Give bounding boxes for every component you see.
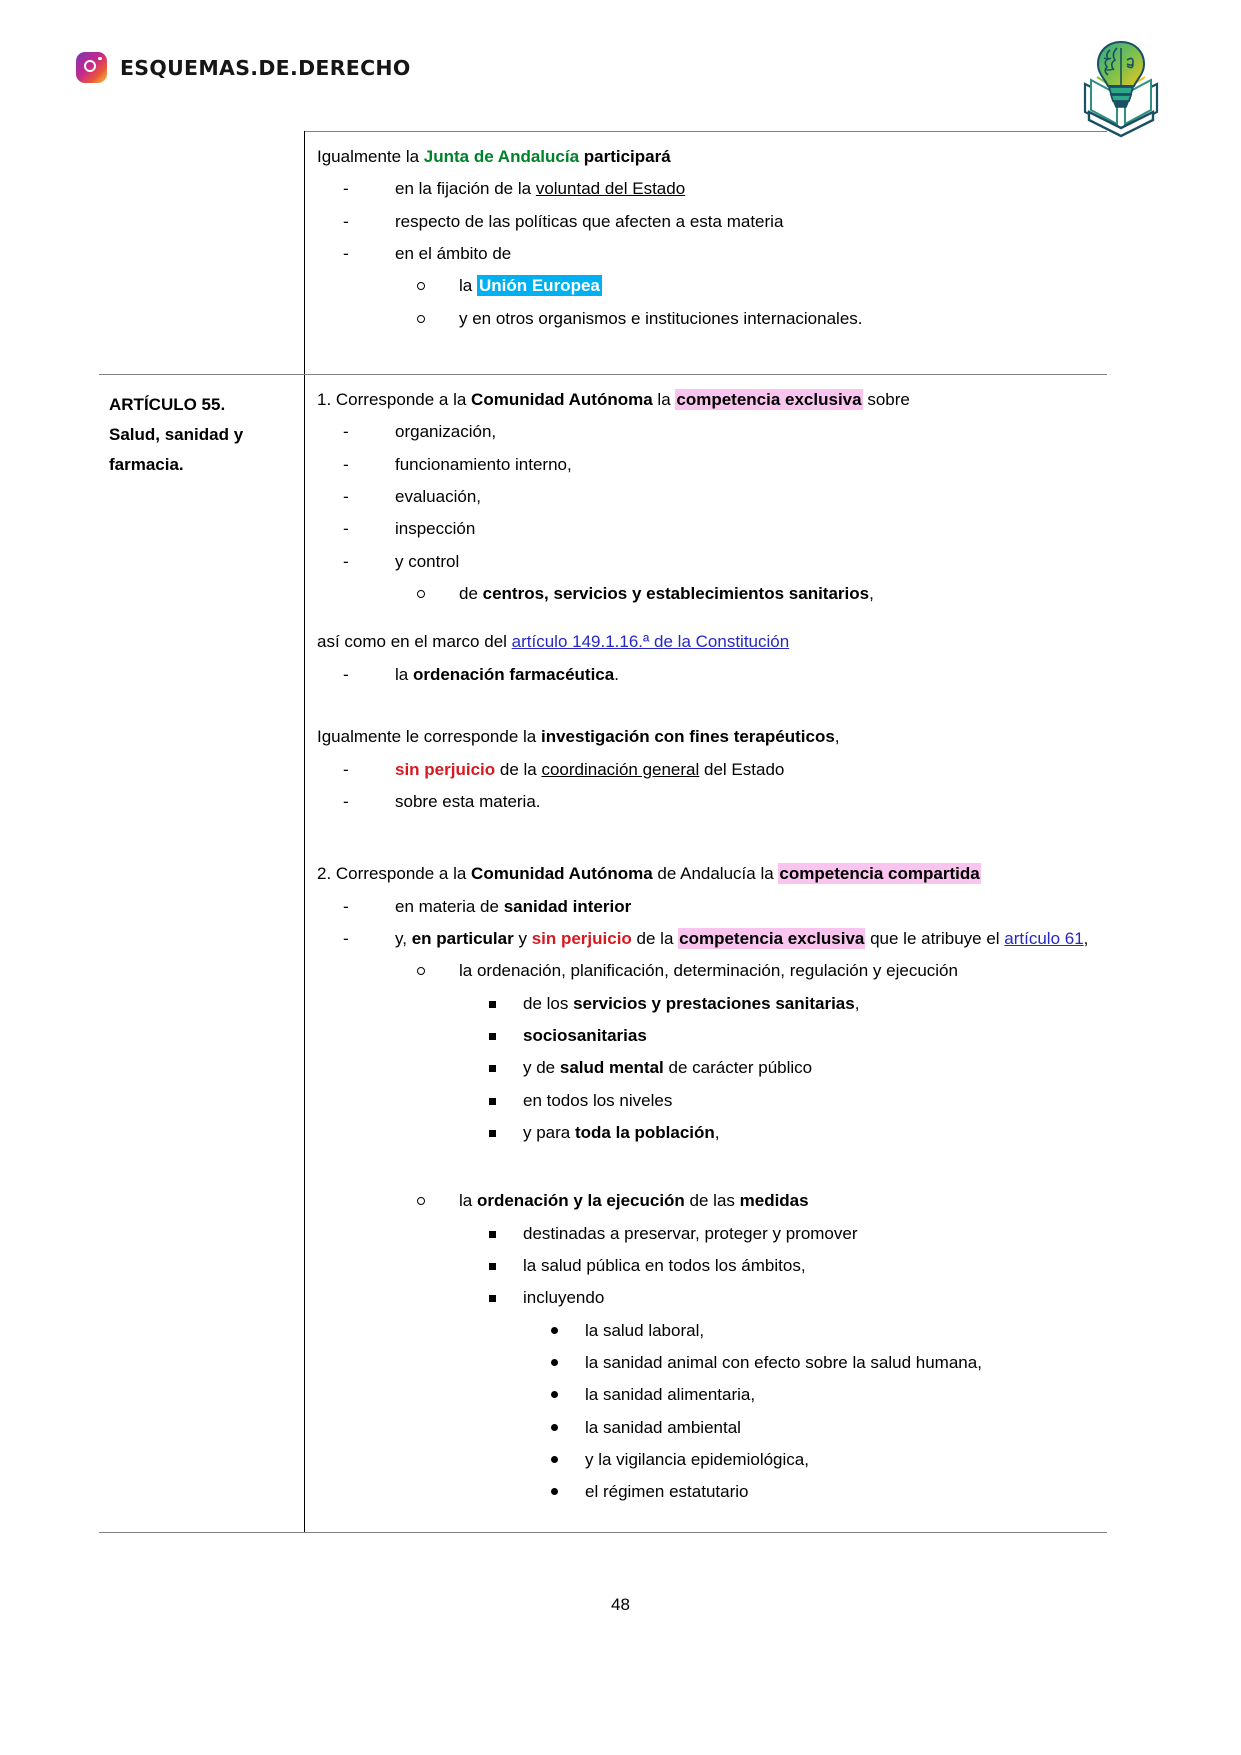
constitution-reference-paragraph bbox=[317, 629, 1095, 655]
dash-2-c: y bbox=[513, 928, 532, 948]
constitution-ref-pre: así como en el marco del bbox=[317, 632, 512, 652]
list-item bbox=[317, 789, 1095, 815]
article-title-line1: Salud, sanidad y bbox=[109, 424, 244, 444]
list-item: - y control bbox=[317, 549, 1095, 575]
circle-post: , bbox=[869, 584, 874, 604]
list-item: la ordenación, planificación, determinación, regulación y ejecución bbox=[317, 958, 1095, 984]
clause-1-e: sobre bbox=[862, 390, 910, 410]
row-label-cell bbox=[99, 375, 305, 1533]
coordinacion-general-underline: coordinación general bbox=[541, 759, 700, 779]
dash-mid: sobre esta materia. bbox=[395, 791, 541, 811]
dash-post: del Estado bbox=[699, 759, 785, 779]
list-item bbox=[317, 926, 1095, 952]
group-2-circle-list bbox=[317, 1188, 1095, 1214]
square-pre: en todos los niveles bbox=[523, 1090, 673, 1110]
dash-mid: de la bbox=[495, 759, 542, 779]
article-number: ARTÍCULO 55. bbox=[109, 395, 226, 415]
circle-pre: de bbox=[459, 584, 483, 604]
list-item: y la vigilancia epidemiológica, bbox=[317, 1447, 1095, 1473]
group-2-square-list bbox=[317, 1221, 1095, 1312]
spacer bbox=[317, 1152, 1095, 1182]
square-pre: y para bbox=[523, 1122, 575, 1142]
intro-post: participará bbox=[579, 147, 671, 166]
list-item: la salud pública en todos los ámbitos, bbox=[317, 1253, 1095, 1279]
dash-2-a: y, bbox=[395, 928, 412, 948]
centros-servicios-bold: centros, servicios y establecimientos sanitarios bbox=[482, 584, 870, 604]
group-2-dot-list bbox=[317, 1318, 1095, 1506]
spacer bbox=[317, 694, 1095, 724]
square-bold: servicios y prestaciones sanitarias bbox=[573, 993, 855, 1013]
list-item: la sanidad animal con efecto sobre la salud humana, bbox=[317, 1350, 1095, 1376]
comunidad-autonoma-bold: Comunidad Autónoma bbox=[471, 390, 653, 410]
list-item: la sanidad alimentaria, bbox=[317, 1382, 1095, 1408]
page-header bbox=[0, 34, 1241, 130]
group-2-heading-pre: la bbox=[459, 1191, 477, 1211]
intro-dash-list bbox=[317, 176, 1095, 267]
dash-post: . bbox=[614, 664, 619, 684]
ordenacion-farmaceutica-list bbox=[317, 662, 1095, 688]
dash-2-g: que le atribuye el bbox=[865, 928, 1005, 948]
page-number: 48 bbox=[611, 1595, 630, 1614]
clause-2-c: de Andalucía la bbox=[652, 864, 779, 884]
list-item: - organización, bbox=[317, 419, 1095, 445]
medidas-bold: medidas bbox=[739, 1191, 809, 1211]
union-europea-highlight: Unión Europea bbox=[478, 276, 600, 296]
row-body-cell bbox=[305, 132, 1108, 375]
articulo-61-link[interactable]: artículo 61 bbox=[1004, 928, 1084, 948]
group-1-square-list bbox=[317, 991, 1095, 1147]
square-bold: salud mental bbox=[559, 1058, 664, 1078]
articles-table bbox=[99, 131, 1107, 1533]
dash-underline: voluntad del Estado bbox=[535, 179, 686, 199]
list-item bbox=[317, 581, 1095, 607]
spacer bbox=[317, 821, 1095, 861]
row-bottom-spacer bbox=[317, 338, 1095, 354]
competencia-exclusiva-highlight: competencia exclusiva bbox=[676, 390, 862, 410]
table-row bbox=[99, 375, 1107, 1533]
list-item: incluyendo bbox=[317, 1285, 1095, 1311]
row-label-cell-empty bbox=[99, 132, 305, 375]
list-item bbox=[317, 306, 1095, 332]
list-item bbox=[317, 273, 1095, 299]
list-item bbox=[317, 662, 1095, 688]
group-2-heading-mid: de las bbox=[684, 1191, 740, 1211]
intro-paragraph bbox=[317, 144, 1095, 170]
sin-perjuicio-emphasis: sin perjuicio bbox=[395, 759, 496, 779]
table-row bbox=[99, 132, 1107, 375]
square-post: , bbox=[714, 1122, 720, 1142]
dash-pre: la bbox=[395, 664, 413, 684]
list-item: - evaluación, bbox=[317, 484, 1095, 510]
square-post: , bbox=[854, 993, 860, 1013]
investigacion-post: , bbox=[834, 727, 840, 747]
clause-1-a: 1. Corresponde a la bbox=[317, 390, 472, 410]
list-item bbox=[317, 241, 1095, 267]
list-item bbox=[317, 1023, 1095, 1049]
article-heading bbox=[109, 390, 290, 479]
brand-name: ESQUEMAS.DE.DERECHO bbox=[120, 55, 411, 80]
clause-1-dash-list bbox=[317, 419, 1095, 575]
list-item: la sanidad ambiental bbox=[317, 1415, 1095, 1441]
list-item bbox=[317, 209, 1095, 235]
brand-block bbox=[76, 52, 411, 83]
list-item bbox=[317, 757, 1095, 783]
square-post: de carácter público bbox=[663, 1058, 813, 1078]
intro-pre: Igualmente la bbox=[317, 147, 424, 166]
en-particular-bold: en particular bbox=[411, 928, 514, 948]
list-item bbox=[317, 1088, 1095, 1114]
list-item bbox=[317, 1055, 1095, 1081]
investigacion-dash-list bbox=[317, 757, 1095, 816]
investigacion-paragraph bbox=[317, 724, 1095, 750]
clause-2-dash-list bbox=[317, 894, 1095, 953]
investigacion-bold: investigación con fines terapéuticos bbox=[540, 727, 835, 747]
dash-text-pre: en la fijación de la bbox=[395, 179, 536, 199]
square-bold: sociosanitarias bbox=[523, 1025, 647, 1045]
competencia-compartida-highlight: competencia compartida bbox=[779, 864, 980, 884]
ordenacion-farmaceutica-bold: ordenación farmacéutica bbox=[412, 664, 615, 684]
sin-perjuicio-emphasis: sin perjuicio bbox=[531, 928, 632, 948]
list-item bbox=[317, 1120, 1095, 1146]
comunidad-autonoma-bold: Comunidad Autónoma bbox=[471, 864, 653, 884]
clause-1-c: la bbox=[652, 390, 676, 410]
list-item bbox=[317, 894, 1095, 920]
circle-text-pre: la bbox=[459, 276, 477, 296]
investigacion-pre: Igualmente le corresponde la bbox=[317, 727, 541, 747]
clause-2-a: 2. Corresponde a la bbox=[317, 864, 472, 884]
list-item bbox=[317, 991, 1095, 1017]
square-pre: y de bbox=[523, 1058, 560, 1078]
dash-text-pre: respecto de las políticas que afecten a esta materia bbox=[395, 211, 784, 231]
group-1-circle-list bbox=[317, 958, 1095, 984]
circle-text-pre: y en otros organismos e instituciones internacionales. bbox=[459, 308, 863, 328]
list-item: la salud laboral, bbox=[317, 1318, 1095, 1344]
dash-pre: en materia de bbox=[395, 896, 504, 916]
ordenacion-ejecucion-bold: ordenación y la ejecución bbox=[476, 1191, 685, 1211]
list-item bbox=[317, 176, 1095, 202]
list-item: el régimen estatutario bbox=[317, 1479, 1095, 1505]
constitution-article-link[interactable]: artículo 149.1.16.ª de la Constitución bbox=[511, 632, 790, 652]
junta-andalucia-emphasis: Junta de Andalucía bbox=[423, 147, 580, 166]
list-item: - inspección bbox=[317, 516, 1095, 542]
square-pre: de los bbox=[523, 993, 574, 1013]
competencia-exclusiva-highlight: competencia exclusiva bbox=[679, 928, 865, 948]
row-body-cell bbox=[305, 375, 1108, 1533]
clause-1-paragraph bbox=[317, 387, 1095, 413]
clause-1-circle-list bbox=[317, 581, 1095, 607]
intro-circle-list bbox=[317, 273, 1095, 332]
sanidad-interior-bold: sanidad interior bbox=[503, 896, 632, 916]
dash-2-e: de la bbox=[631, 928, 679, 948]
article-title-line2: farmacia. bbox=[109, 454, 184, 474]
list-item bbox=[317, 1188, 1095, 1214]
clause-2-paragraph bbox=[317, 861, 1095, 887]
instagram-icon bbox=[76, 52, 107, 83]
dash-text-pre: en el ámbito de bbox=[395, 244, 512, 264]
list-item: destinadas a preservar, proteger y promover bbox=[317, 1221, 1095, 1247]
square-bold: toda la población bbox=[574, 1122, 715, 1142]
brain-lightbulb-book-logo-icon bbox=[1069, 36, 1173, 140]
list-item: - funcionamiento interno, bbox=[317, 452, 1095, 478]
spacer bbox=[317, 613, 1095, 629]
dash-2-i: , bbox=[1083, 928, 1089, 948]
